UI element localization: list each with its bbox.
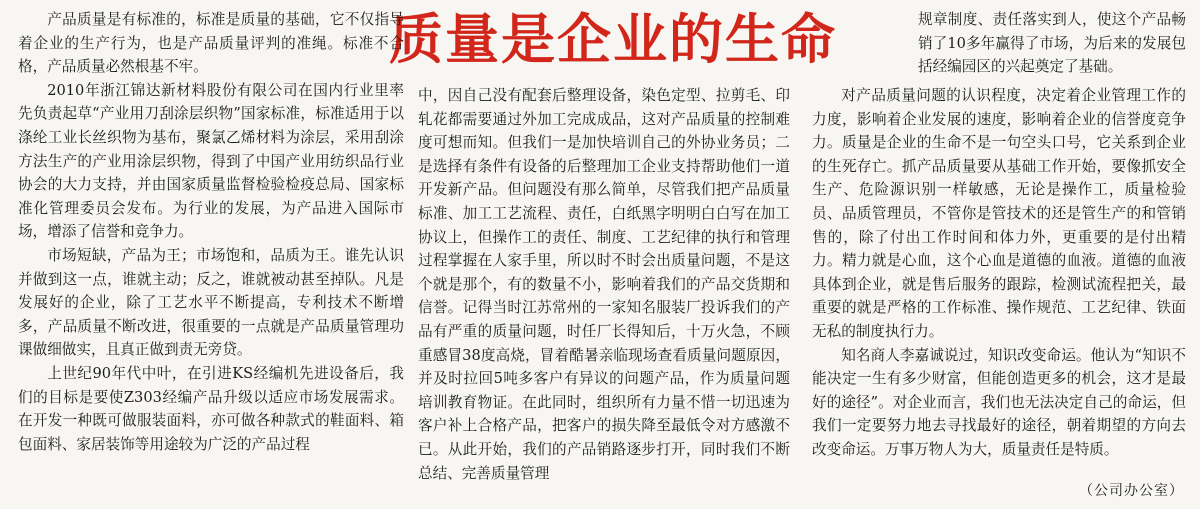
paragraph: 2010年浙江锦达新材料股份有限公司在国内行业里率先负责起草“产业用刀刮涂层织物”国家标准，标准适用于以涤纶工业长丝织物为基布，聚氯乙烯材料为涂层，采用刮涂方法生产的产业用涂层织物，得到了中国产业用纺织品行业协会的大力支持，并由国家质量监督检验检疫总局、国家标准化管理委员会发布。为行业的发展，为产品进入国际市场，增添了信誉和竞争力。 — [18, 81, 404, 241]
article-column-3-top — [918, 8, 1186, 79]
paragraph: 产品质量是有标准的，标准是质量的基础，它不仅指导着企业的生产行为，也是产品质量评判的准绳。标准不合格，产品质量必然根基不牢。 — [18, 11, 404, 76]
paragraph: 对产品质量问题的认识程度，决定着企业管理工作的力度，影响着企业发展的速度，影响着企业的信誉度竞争力。质量是企业的生命不是一句空头口号，它关系到企业的生死存亡。抓产品质量要从基础工作开始，要像抓安全生产、危险源识别一样敏感，无论是操作工，质量检验员、品质管理员，不管你是管技术的还是管生产的和管销售的，除了付出工作时间和体力外，更重要的是付出精力。精力就是心血，这个心血是道德的血液。道德的血液具体到企业，就是售后服务的跟踪，检测试流程把关，最重要的就是严格的工作标准、操作规范、工艺纪律、铁面无私的制度执行力。 — [812, 87, 1186, 340]
article-column-3 — [812, 84, 1186, 462]
paragraph: 规章制度、责任落实到人，使这个产品畅销了10多年赢得了市场，为后来的发展包括经编园区的兴起奠定了基础。 — [918, 11, 1186, 76]
paragraph: 知名商人李嘉诚说过，知识改变命运。他认为“知识不能决定一生有多少财富，但能创造更多的机会，这才是最好的途径”。对企业而言，我们也无法决定自己的命运，但我们一定要努力地去寻找最好的途径，朝着期望的方向去改变命运。万事万物人为大，质量责任是特质。 — [812, 346, 1186, 458]
article-column-1 — [18, 8, 404, 456]
paragraph: 上世纪90年代中叶，在引进KS经编机先进设备后，我们的目标是要使Z303经编产品升级以适应市场发展需求。在开发一种既可做服装面料，亦可做各种款式的鞋面料、箱包面料、家居装饰等用途较为广泛的产品过程 — [18, 364, 404, 453]
paragraph: 市场短缺，产品为王；市场饱和，品质为王。谁先认识并做到这一点，谁就主动；反之，谁就被动甚至掉队。凡是发展好的企业，除了工艺水平不断提高，专利技术不断增多，产品质量不断改进，很重要的一点就是产品质量管理功课做细做实，且真正做到责无旁贷。 — [18, 246, 404, 359]
article-column-2 — [418, 84, 790, 485]
article-headline: 质量是企业的生命 — [389, 8, 837, 71]
paragraph: 中，因自己没有配套后整理设备，染色定型、拉剪毛、印轧花都需要通过外加工完成成品，这对产品质量的控制难度可想而知。但我们一是加快培训自己的外协业务员；二是选择有条件有设备的后整理加工企业支持帮助他们一道开发新产品。但问题没有那么简单，尽管我们把产品质量标准、加工工艺流程、责任，白纸黑字明明白白写在加工协议上，但操作工的责任、制度、工艺纪律的执行和管理过程掌握在人家手里，所以时不时会出质量问题，不是这个就是那个，有的数量不小，影响着我们的产品交货期和信誉。记得当时江苏常州的一家知名服装厂投诉我们的产品有严重的质量问题，时任厂长得知后，十万火急，不顾重感冒38度高烧，冒着酷暑亲临现场查看质量问题原因，并及时拉回5吨多客户有异议的问题产品，作为质量问题培训教育物证。在此同时，组织所有力量不惜一切迅速为客户补上合格产品，把客户的损失降至最低令对方感激不已。从此开始，我们的产品销路逐步打开，同时我们不断总结、完善质量管理 — [418, 87, 790, 482]
article-byline: （公司办公室） — [1079, 483, 1184, 499]
